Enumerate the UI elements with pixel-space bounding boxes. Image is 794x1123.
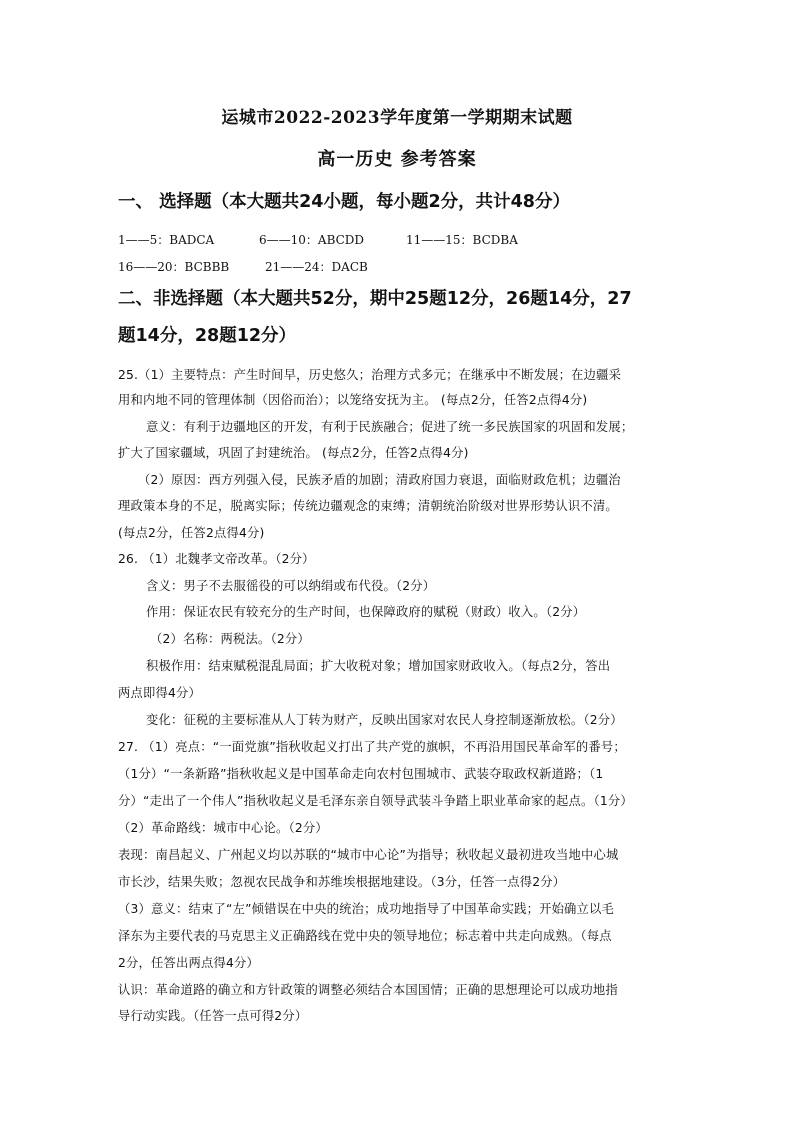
exam-subtitle: 高一历史 参考答案 bbox=[317, 149, 477, 170]
answer-line: 27. （1）亮点：“一面党旗”指秋收起义打出了共产党的旗帜，不再沿用国民革命军的番号； bbox=[118, 740, 626, 754]
answer-line: 作用：保证农民有较充分的生产时间，也保障政府的赋税（财政）收入。（2分） bbox=[146, 605, 586, 619]
section1-heading: 一、 选择题（本大题共24小题，每小题2分，共计48分） bbox=[118, 192, 570, 212]
answer-line: 表现：南昌起义、广州起义均以苏联的“城市中心论”为指导；秋收起义最初进攻当地中心城 bbox=[118, 848, 619, 862]
answer-line: 含义：男子不去服徭役的可以纳绢或布代役。（2分） bbox=[146, 579, 436, 593]
answer-line: 理政策本身的不足，脱离实际；传统边疆观念的束缚；清朝统治阶级对世界形势认识不清。 bbox=[118, 499, 618, 513]
answer-line: 市长沙，结果失败；忽视农民战争和苏维埃根据地建设。（3分，任答一点得2分） bbox=[118, 875, 566, 889]
answer-line: （3）意义：结束了“左”倾错误在中央的统治；成功地指导了中国革命实践；开始确立以毛 bbox=[118, 902, 615, 916]
answer-line: 泽东为主要代表的马克思主义正确路线在党中央的领导地位；标志着中共走向成熟。（每点 bbox=[118, 929, 612, 943]
answer-line: 用和内地不同的管理体制（因俗而治）；以笼络安抚为主。 (每点2分，任答2点得4分) bbox=[118, 393, 588, 407]
section2-heading-line1: 二、非选择题（本大题共52分，期中25题12分，26题14分，27 bbox=[118, 289, 632, 309]
answer-line: 25.（1）主要特点：产生时间早，历史悠久；治理方式多元；在继承中不断发展；在边疆采 bbox=[118, 368, 622, 382]
answer-line: 意义：有利于边疆地区的开发，有利于民族融合；促进了统一多民族国家的巩固和发展； bbox=[146, 420, 634, 434]
answer-row-1 bbox=[118, 231, 518, 248]
answer-line: 导行动实践。（任答一点可得2分） bbox=[118, 1009, 308, 1023]
answer-line: 认识：革命道路的确立和方针政策的调整必须结合本国国情；正确的思想理论可以成功地指 bbox=[118, 983, 618, 997]
answer-line: （2）革命路线：城市中心论。（2分） bbox=[118, 821, 328, 835]
answer-group: 11——15：BCDBA bbox=[406, 233, 518, 247]
answer-line: 26. （1）北魏孝文帝改革。（2分） bbox=[118, 552, 315, 566]
answer-line: 变化：征税的主要标准从人丁转为财产，反映出国家对农民人身控制逐渐放松。（2分） bbox=[146, 713, 623, 727]
answer-group: 16——20：BCBBB bbox=[118, 260, 230, 274]
section2-heading-line2: 题14分，28题12分） bbox=[118, 326, 297, 346]
answer-row-2 bbox=[118, 258, 368, 275]
answer-line: 扩大了国家疆域，巩固了封建统治。 (每点2分，任答2点得4分) bbox=[118, 446, 469, 460]
exam-title: 运城市2022-2023学年度第一学期期末试题 bbox=[221, 108, 573, 128]
answer-group: 6——10：ABCDD bbox=[259, 233, 365, 247]
answer-line: (每点2分，任答2点得4分) bbox=[118, 526, 265, 540]
answer-group: 1——5：BADCA bbox=[118, 233, 215, 247]
answer-line: （1分）“一条新路”指秋收起义是中国革命走向农村包围城市、武装夺取政权新道路；（1 bbox=[118, 767, 604, 781]
answer-line: 积极作用：结束赋税混乱局面；扩大收税对象；增加国家财政收入。（每点2分，答出 bbox=[146, 659, 611, 673]
answer-line: 2分，任答出两点得4分） bbox=[118, 956, 260, 970]
answer-line: 分）“走出了一个伟人”指秋收起义是毛泽东亲自领导武装斗争踏上职业革命家的起点。（1分） bbox=[118, 794, 633, 808]
answer-line: （2）名称：两税法。（2分） bbox=[150, 632, 310, 646]
answer-group: 21——24：DACB bbox=[265, 260, 368, 274]
answer-line: 两点即得4分） bbox=[118, 686, 202, 700]
answer-line: （2）原因：西方列强入侵，民族矛盾的加剧；清政府国力衰退，面临财政危机；边疆治 bbox=[138, 473, 621, 487]
